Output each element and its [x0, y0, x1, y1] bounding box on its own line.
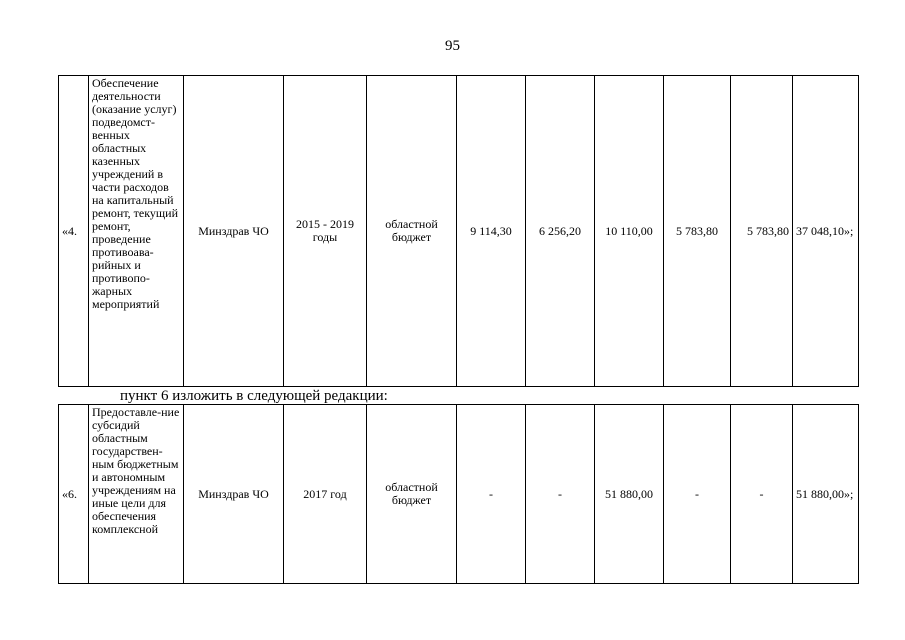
executor-cell: Минздрав ЧО [184, 76, 284, 387]
item-number: «4. [59, 76, 89, 387]
value-cell: - [526, 405, 595, 584]
table-row [59, 76, 859, 387]
value-cell: 9 114,30 [457, 76, 526, 387]
value-cell: 6 256,20 [526, 76, 595, 387]
budget-table-row-4 [58, 75, 859, 387]
period-cell: 2015 - 2019 годы [284, 76, 367, 387]
table-row [59, 405, 859, 584]
period-cell: 2017 год [284, 405, 367, 584]
total-cell: 51 880,00»; [793, 405, 859, 584]
item-description: Предоставле-ние субсидий областным государствен-ным бюджетным и автономным учреждениям на иные цели для обеспечения комплексной [89, 405, 184, 584]
value-cell: - [731, 405, 793, 584]
value-cell: 51 880,00 [595, 405, 664, 584]
budget-table-row-6 [58, 404, 859, 584]
amendment-text: пункт 6 изложить в следующей редакции: [120, 388, 388, 404]
value-cell: 5 783,80 [664, 76, 731, 387]
value-cell: - [457, 405, 526, 584]
total-cell: 37 048,10»; [793, 76, 859, 387]
funding-source-cell: областной бюджет [367, 76, 457, 387]
executor-cell: Минздрав ЧО [184, 405, 284, 584]
value-cell: 5 783,80 [731, 76, 793, 387]
value-cell: 10 110,00 [595, 76, 664, 387]
page-number: 95 [445, 38, 460, 54]
item-number: «6. [59, 405, 89, 584]
value-cell: - [664, 405, 731, 584]
funding-source-cell: областной бюджет [367, 405, 457, 584]
item-description: Обеспечение деятельности (оказание услуг) подведомст-венных областных казенных учреждений в части расходов на капитальный ремонт, текущий ремонт, проведение противоава-рийных и противопо-жарных мероприятий [89, 76, 184, 387]
